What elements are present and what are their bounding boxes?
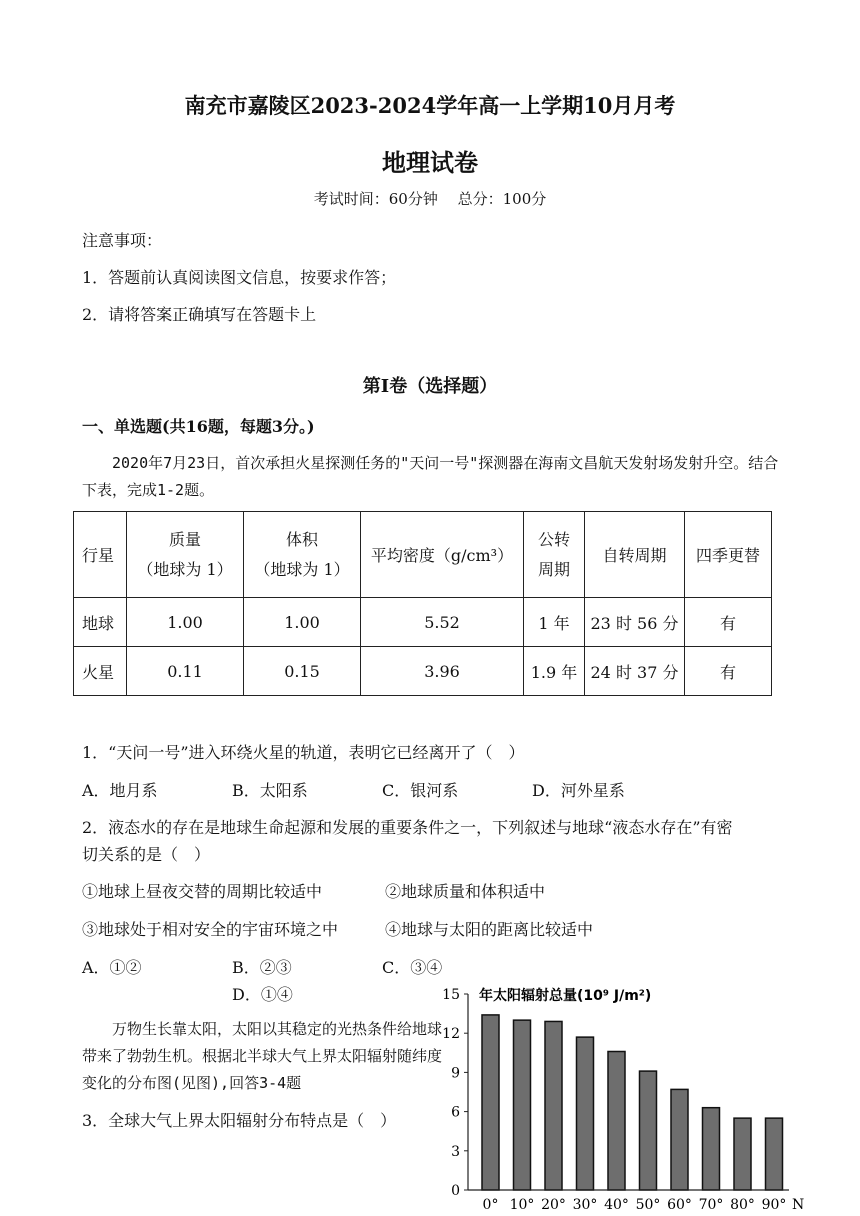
cell-orbit: 1.9 年: [524, 647, 585, 696]
cell-density: 3.96: [361, 647, 524, 696]
x-tick-label: 70°: [698, 1197, 724, 1210]
x-tick-label: 20°: [541, 1197, 566, 1210]
header-volume: 体积 （地球为 1）: [244, 512, 361, 598]
passage-intro: 2020年7月23日，首次承担火星探测任务的"天问一号"探测器在海南文昌航天发射场发射升空。结合下表，完成1-2题。: [82, 454, 779, 499]
cell-rotation: 24 时 37 分: [585, 647, 685, 696]
table-row: [74, 647, 772, 696]
part-heading: 一、单选题(共16题，每题3分。): [82, 417, 315, 436]
bar: [671, 1089, 688, 1190]
q1-option-d: D．河外星系: [532, 781, 625, 800]
q2-option-b: B．②③: [232, 958, 292, 977]
passage-intro-2: 万物生长靠太阳，太阳以其稳定的光热条件给地球带来了勃勃生机。根据北半球大气上界太阳辐射随纬度变化的分布图(见图),回答3-4题: [82, 1020, 443, 1092]
bar: [734, 1118, 751, 1190]
y-tick-label: 15: [442, 987, 460, 1003]
cell-seasons: 有: [685, 598, 772, 647]
cell-orbit: 1 年: [524, 598, 585, 647]
cell-planet: 火星: [74, 647, 127, 696]
y-tick-label: 0: [451, 1183, 460, 1199]
cell-rotation: 23 时 56 分: [585, 598, 685, 647]
bar: [640, 1071, 657, 1190]
bar: [703, 1108, 720, 1190]
y-tick-label: 6: [451, 1104, 460, 1121]
x-tick-label: 0°: [482, 1197, 499, 1210]
cell-density: 5.52: [361, 598, 524, 647]
q1-option-a: A．地月系: [82, 781, 158, 800]
x-tick-label: 60°: [667, 1197, 692, 1210]
table-header-row: [74, 512, 772, 598]
x-tick-label: 10°: [509, 1197, 535, 1210]
x-tick-label: 30°: [572, 1197, 598, 1210]
y-tick-label: 12: [442, 1026, 460, 1043]
bar: [545, 1021, 562, 1190]
cell-volume: 0.15: [244, 647, 361, 696]
bar: [577, 1037, 594, 1190]
header-seasons: 四季更替: [685, 512, 772, 598]
q1-option-c: C．银河系: [382, 781, 459, 800]
question-2-stem-cont: 切关系的是（ ）: [82, 845, 211, 864]
y-tick-label: 3: [451, 1143, 460, 1160]
solar-radiation-chart: [435, 978, 830, 1210]
x-tick-label: 50°: [635, 1197, 661, 1210]
cell-mass: 1.00: [127, 598, 244, 647]
q1-option-b: B．太阳系: [232, 781, 308, 800]
cell-mass: 0.11: [127, 647, 244, 696]
bar: [608, 1051, 625, 1190]
exam-info: 考试时间：60分钟 总分：100分: [313, 190, 547, 208]
exam-title: 南充市嘉陵区2023-2024学年高一上学期10月月考: [184, 93, 676, 118]
planet-table: [73, 511, 772, 696]
question-2-stem: 2．液态水的存在是地球生命起源和发展的重要条件之一，下列叙述与地球“液态水存在”有密: [82, 818, 733, 837]
q2-statement-2: ②地球质量和体积适中: [385, 882, 546, 901]
q2-option-c: C．③④: [382, 958, 443, 977]
note-item: 2．请将答案正确填写在答题卡上: [82, 305, 317, 324]
header-rotation: 自转周期: [585, 512, 685, 598]
q2-statement-3: ③地球处于相对安全的宇宙环境之中: [82, 920, 339, 939]
header-planet: 行星: [74, 512, 127, 598]
table-row: [74, 598, 772, 647]
question-3-stem: 3．全球大气上界太阳辐射分布特点是（ ）: [82, 1111, 397, 1130]
x-tick-label: 40°: [604, 1197, 629, 1210]
q2-statement-4: ④地球与太阳的距离比较适中: [385, 920, 594, 939]
section-title: 第Ⅰ卷（选择题）: [362, 376, 498, 397]
q2-option-d: D．①④: [232, 985, 293, 1004]
chart-title: 年太阳辐射总量(10⁹ J/m²): [479, 988, 652, 1004]
bar: [482, 1015, 499, 1190]
cell-seasons: 有: [685, 647, 772, 696]
note-item: 1．答题前认真阅读图文信息，按要求作答；: [82, 268, 397, 287]
bar: [514, 1020, 531, 1190]
header-mass: 质量 （地球为 1）: [127, 512, 244, 598]
x-axis-unit: N: [792, 1197, 805, 1210]
q2-statement-1: ①地球上昼夜交替的周期比较适中: [82, 882, 323, 901]
x-tick-label: 90°: [761, 1197, 787, 1210]
header-density: 平均密度（g/cm³）: [361, 512, 524, 598]
header-orbit: 公转 周期: [524, 512, 585, 598]
subject-title: 地理试卷: [382, 148, 478, 177]
cell-volume: 1.00: [244, 598, 361, 647]
y-tick-label: 9: [451, 1065, 460, 1082]
cell-planet: 地球: [74, 598, 127, 647]
notes-heading: 注意事项：: [82, 231, 163, 250]
question-1-stem: 1．“天问一号”进入环绕火星的轨道，表明它已经离开了（ ）: [82, 743, 525, 762]
x-tick-label: 80°: [730, 1197, 755, 1210]
q2-option-a: A．①②: [82, 958, 142, 977]
bar: [766, 1118, 783, 1190]
